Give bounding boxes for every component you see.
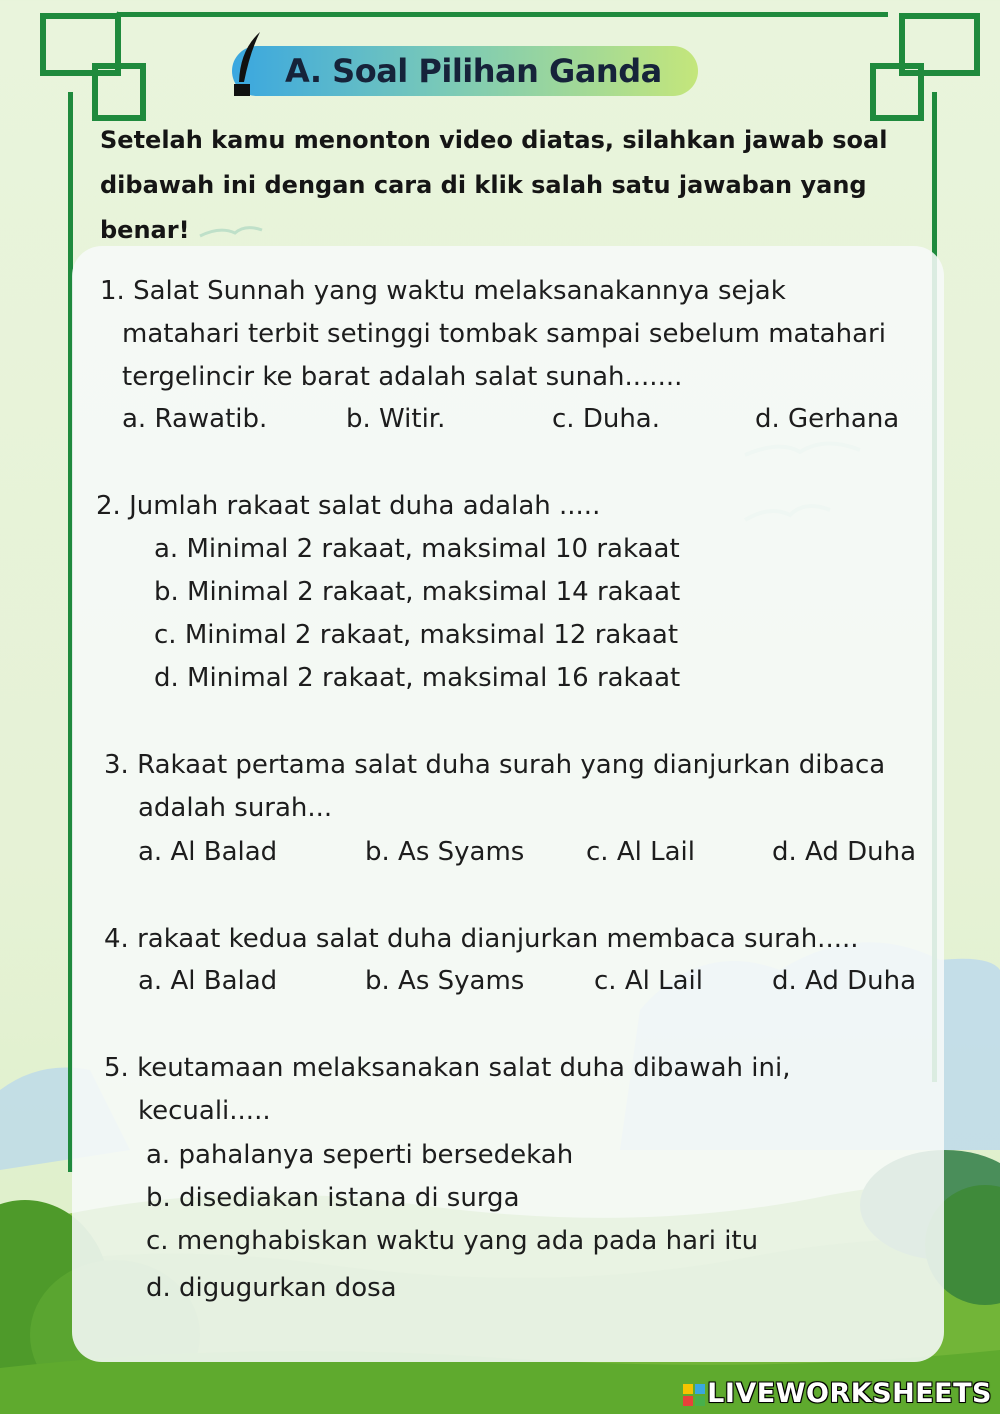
corner-ornament-right (860, 8, 1000, 128)
question-3-option-a[interactable]: a. Al Balad (138, 837, 278, 867)
question-1-line-3: tergelincir ke barat adalah salat sunah....... (122, 362, 683, 392)
question-5-option-d[interactable]: d. digugurkan dosa (146, 1273, 397, 1303)
question-1-option-b[interactable]: b. Witir. (346, 404, 446, 434)
quill-pen-icon (230, 30, 270, 102)
question-1-option-c[interactable]: c. Duha. (552, 404, 660, 434)
question-3-line-1: 3. Rakaat pertama salat duha surah yang dianjurkan dibaca (104, 750, 886, 780)
liveworksheets-logo-icon (683, 1384, 705, 1406)
question-5-line-2: kecuali..... (138, 1096, 271, 1126)
question-2-option-d[interactable]: d. Minimal 2 rakaat, maksimal 16 rakaat (154, 663, 681, 693)
liveworksheets-logo[interactable] (683, 1380, 992, 1408)
question-2-option-a[interactable]: a. Minimal 2 rakaat, maksimal 10 rakaat (154, 534, 680, 564)
question-4-option-b[interactable]: b. As Syams (365, 966, 525, 996)
question-4-line-1: 4. rakaat kedua salat duha dianjurkan membaca surah..... (104, 924, 859, 954)
question-5-line-1: 5. keutamaan melaksanakan salat duha dibawah ini, (104, 1053, 791, 1083)
question-3-line-2: adalah surah... (138, 793, 333, 823)
instructions-text: Setelah kamu menonton video diatas, silahkan jawab soal dibawah ini dengan cara di klik salah satu jawaban yang benar! (100, 126, 888, 244)
question-3-option-c[interactable]: c. Al Lail (586, 837, 695, 867)
question-5-option-b[interactable]: b. disediakan istana di surga (146, 1183, 520, 1213)
question-2-line-1: 2. Jumlah rakaat salat duha adalah ..... (96, 491, 601, 521)
question-3-option-d[interactable]: d. Ad Duha (772, 837, 917, 867)
question-5-option-a[interactable]: a. pahalanya seperti bersedekah (146, 1140, 574, 1170)
question-4-option-a[interactable]: a. Al Balad (138, 966, 278, 996)
question-1-option-d[interactable]: d. Gerhana (755, 404, 900, 434)
question-3-option-b[interactable]: b. As Syams (365, 837, 525, 867)
question-1-line-2: matahari terbit setinggi tombak sampai sebelum matahari (122, 319, 886, 349)
question-2-option-b[interactable]: b. Minimal 2 rakaat, maksimal 14 rakaat (154, 577, 681, 607)
corner-ornament-left (40, 8, 190, 128)
question-4-option-c[interactable]: c. Al Lail (594, 966, 703, 996)
question-5-option-c[interactable]: c. menghabiskan waktu yang ada pada hari itu (146, 1226, 759, 1256)
section-title: A. Soal Pilihan Ganda (285, 52, 662, 90)
question-1-option-a[interactable]: a. Rawatib. (122, 404, 268, 434)
brand-name: LIVEWORKSHEETS (707, 1378, 992, 1409)
question-4-option-d[interactable]: d. Ad Duha (772, 966, 917, 996)
question-2-option-c[interactable]: c. Minimal 2 rakaat, maksimal 12 rakaat (154, 620, 679, 650)
question-1-line-1: 1. Salat Sunnah yang waktu melaksanakannya sejak (100, 276, 786, 306)
